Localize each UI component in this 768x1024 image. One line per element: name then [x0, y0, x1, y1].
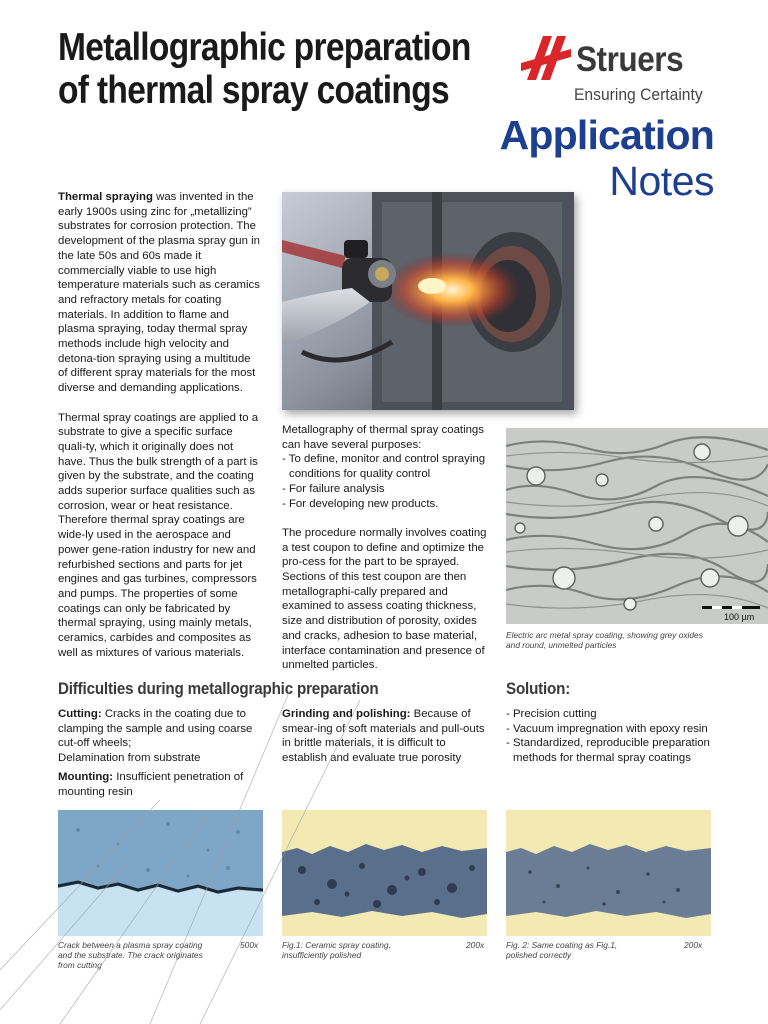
purpose-item: - For developing new products.: [282, 497, 439, 510]
cutting-label: Cutting:: [58, 708, 102, 720]
brand-name: Struers: [576, 40, 684, 79]
solution-item: - Standardized, reproducible preparation methods for thermal spray coatings: [506, 737, 710, 765]
purpose-item: - For failure analysis: [282, 482, 385, 495]
crack-micrograph: [58, 810, 263, 936]
intro-column: [58, 190, 263, 660]
purpose-item: - To define, monitor and control spraying: [282, 453, 486, 466]
mounting-label: Mounting:: [58, 770, 114, 783]
figure-magnification: 200x: [684, 940, 703, 950]
series-title-line1: Application: [499, 112, 714, 158]
solution-heading: Solution:: [506, 680, 571, 698]
intro-text-1: was invented in the early 1900s using zinc for „metallizing” substrates for corrosion protection. The development of the plasma spray gun in the late 50s and 60s made it commercially viable to use high temperature materials such as ceramics and refractory metals for coating materials. In addition to flame and plasma spraying, today thermal spray methods include high velocity and detona-tion spraying using a multitude of different spray materials for the most diverse and demanding applications.: [58, 191, 260, 395]
purpose-item: conditions for quality control: [289, 468, 431, 481]
page-title: Metallographic preparation of thermal spray coatings: [58, 26, 471, 112]
brand-tagline: Ensuring Certainty: [574, 85, 703, 104]
figure-caption: Fig. 2: Same coating as Fig.1, polished correctly: [506, 940, 618, 960]
intro-paragraph-2: Thermal spray coatings are applied to a substrate to give a specific surface quali-ty, which it originally does not have. Thus the bulk strength of a part is given by the substrate, and the coating adds superior surface qualities such as corrosion, wear or heat resistance.: [58, 411, 259, 512]
figure-caption: Fig.1: Ceramic spray coating, insufficiently polished: [282, 940, 391, 960]
series-title: [500, 112, 714, 204]
fig1-micrograph: [282, 810, 487, 936]
intro-lead: Thermal spraying: [58, 191, 153, 203]
purposes-intro: Metallography of thermal spray coatings can have several purposes:: [282, 424, 484, 451]
micrograph-caption: Electric arc metal spray coating, showing grey oxides and round, unmelted particles: [506, 630, 703, 650]
scale-bar-label: 100 µm: [724, 612, 755, 622]
procedure-paragraph: The procedure normally involves coating a test coupon to define and optimize the pro-cess for the part to be sprayed. Sections of this test coupon are then metallographi-cally prepared and examined to assess coating thickness, size and distribution of porosity, oxides and cracks, adhesion to base material, interface contamination and presence of unmelted particles.: [282, 526, 487, 672]
figure-magnification: 200x: [466, 940, 485, 950]
series-title-line2: Notes: [609, 158, 714, 204]
figure-caption: Crack between a plasma spray coating and the substrate. The crack originates from cutting: [58, 940, 203, 970]
struers-logo-icon: [521, 36, 571, 80]
mounting-text: Insufficient penetration of mounting resin: [58, 770, 244, 798]
purposes-column: [282, 423, 487, 673]
delamination-text: Delamination from substrate: [58, 752, 201, 765]
cutting-block: [58, 707, 263, 799]
solution-item: - Vacuum impregnation with epoxy resin: [506, 722, 708, 735]
grinding-block: [282, 707, 487, 766]
cutting-text: Cracks in the coating due to clamping the sample and using coarse cut-off wheels;: [58, 708, 253, 750]
difficulties-heading: Difficulties during metallographic preparation: [58, 680, 379, 698]
solution-item: - Precision cutting: [506, 708, 597, 720]
intro-paragraph-3: Therefore thermal spray coatings are wide-ly used in the aerospace and power gene-ration industry for new and refurbished sections and parts for jet engines and gas turbines, compressors and pumps. The properties of some coatings can only be fabricated by thermal spraying, using mainly metals, ceramics, carbides and composites as well as mixtures of various materials.: [58, 514, 257, 659]
figure-magnification: 500x: [240, 940, 259, 950]
arc-spray-micrograph: [506, 428, 768, 624]
solution-block: [506, 707, 716, 766]
intro-paragraph-1: [58, 190, 263, 396]
fig2-micrograph: [506, 810, 711, 936]
grinding-label: Grinding and polishing:: [282, 708, 411, 720]
grinding-text: Because of smear-ing of soft materials and pull-outs in brittle materials, it is difficult to establish and evaluate true porosity: [282, 708, 485, 765]
thermal-spray-photo: [282, 192, 574, 410]
